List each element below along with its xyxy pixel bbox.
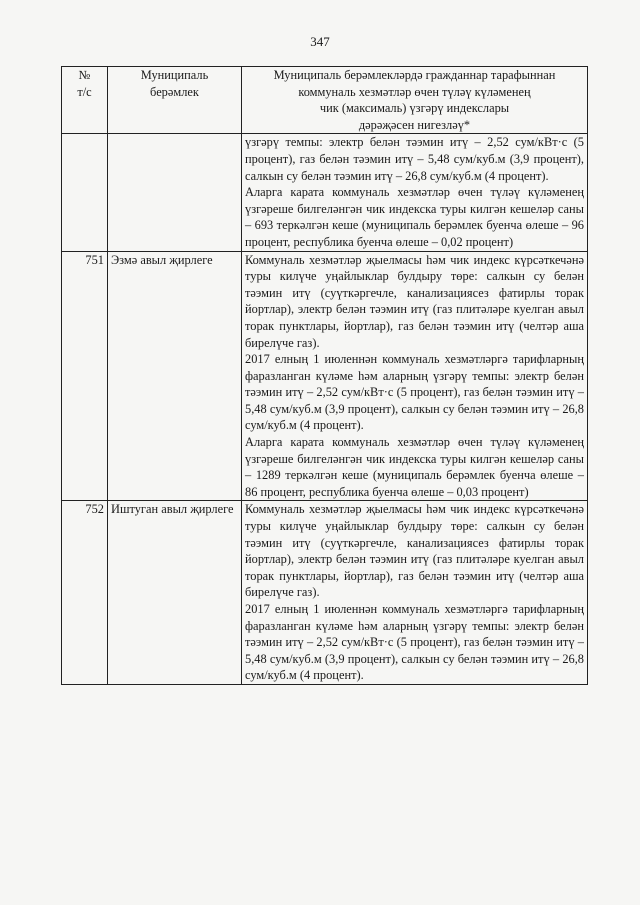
tariff-table [61,66,588,685]
table-row [62,501,588,685]
row-municipality: Иштуган авыл җирлеге [108,501,242,685]
header-description-line: дәрәҗәсен нигезләү* [358,117,471,132]
row-municipality: Эзмә авыл җирлеге [108,251,242,501]
row-number: 752 [62,501,108,685]
header-municipality [108,67,242,134]
row-number: 751 [62,251,108,501]
row-description [242,501,588,685]
header-description-line: коммуналь хезмәтләр өчен түләү күләменең [298,84,531,99]
row-description [242,251,588,501]
header-municipality-line: берәмлек [150,84,199,99]
description-paragraph: Коммуналь хезмәтләр җыелмасы һәм чик индекс күрсәткечәнә туры килүче уңайлыклар булдыру төре: салкын су белән тәэмин итү (суүткәргечле, канализациясез фатирлы торак йортлар), электр белән тәэмин итү (газ плитәләре куелган авыл торак пунктлары, йортлар), газ белән тәэмин итү (челтәр аша бирелүче газ). [245,252,584,350]
description-paragraph: 2017 елның 1 июленнән коммуналь хезмәтләргә тарифларның фаразланган күләме һәм аларның үзгәрү темпы: электр белән тәэмин итү – 2,52 сум/кВт·с (5 процент), газ белән тәэмин итү – 5,48 сум/куб.м (3,9 процент), салкын су белән тәэмин итү – 26,8 сум/куб.м (4 процент). [245,352,584,433]
table-header-row [62,67,588,134]
row-description [242,134,588,251]
header-number [62,67,108,134]
row-number [62,134,108,251]
description-paragraph: үзгәрү темпы: электр белән тәэмин итү – 2,52 сум/кВт·с (5 процент), газ белән тәэмин итү – 5,48 сум/куб.м (3,9 процент), салкын су белән тәэмин итү – 26,8 сум/куб.м (4 процент). [245,135,584,183]
header-municipality-line: Муниципаль [140,68,209,82]
description-paragraph: Коммуналь хезмәтләр җыелмасы һәм чик индекс күрсәткечәнә туры килүче уңайлыклар булдыру төре: салкын су белән тәэмин итү (суүткәргечле, канализациясез фатирлы торак йортлар), электр белән тәэмин итү (газ плитәләре куелган авыл торак пунктлары, йортлар), газ белән тәэмин итү (челтәр аша бирелүче газ). [245,502,584,600]
header-description-line: чик (максималь) үзгәрү индекслары [319,101,510,116]
header-description-line: Муниципаль берәмлекләрдә гражданнар тарафыннан [273,68,556,82]
description-paragraph: Аларга карата коммуналь хезмәтләр өчен түләү күләменең үзгәреше билгеләнгән чик индекска туры килгән кешеләр саны – 1289 теркәлгән кеше (муниципаль берәмлек буенча өлеше – 86 процент, республика буенча өлеше – 0,03 процент) [245,435,584,499]
header-number-line: т/с [77,84,92,99]
row-municipality [108,134,242,251]
table-row [62,134,588,251]
description-paragraph: Аларга карата коммуналь хезмәтләр өчен түләү күләменең үзгәреше билгеләнгән чик индекска туры килгән кешеләр саны – 693 теркәлгән кеше (муниципаль берәмлек буенча өлеше – 96 процент, республика буенча өлеше – 0,02 процент) [245,185,584,249]
description-paragraph: 2017 елның 1 июленнән коммуналь хезмәтләргә тарифларның фаразланган күләме һәм аларның үзгәрү темпы: электр белән тәэмин итү – 2,52 сум/кВт·с (5 процент), газ белән тәэмин итү – 5,48 сум/куб.м (3,9 процент), салкын су белән тәэмин итү – 26,8 сум/куб.м (4 процент). [245,602,584,683]
header-number-line: № [78,68,91,82]
table-row [62,251,588,501]
header-description [242,67,588,134]
page-number: 347 [310,34,330,49]
